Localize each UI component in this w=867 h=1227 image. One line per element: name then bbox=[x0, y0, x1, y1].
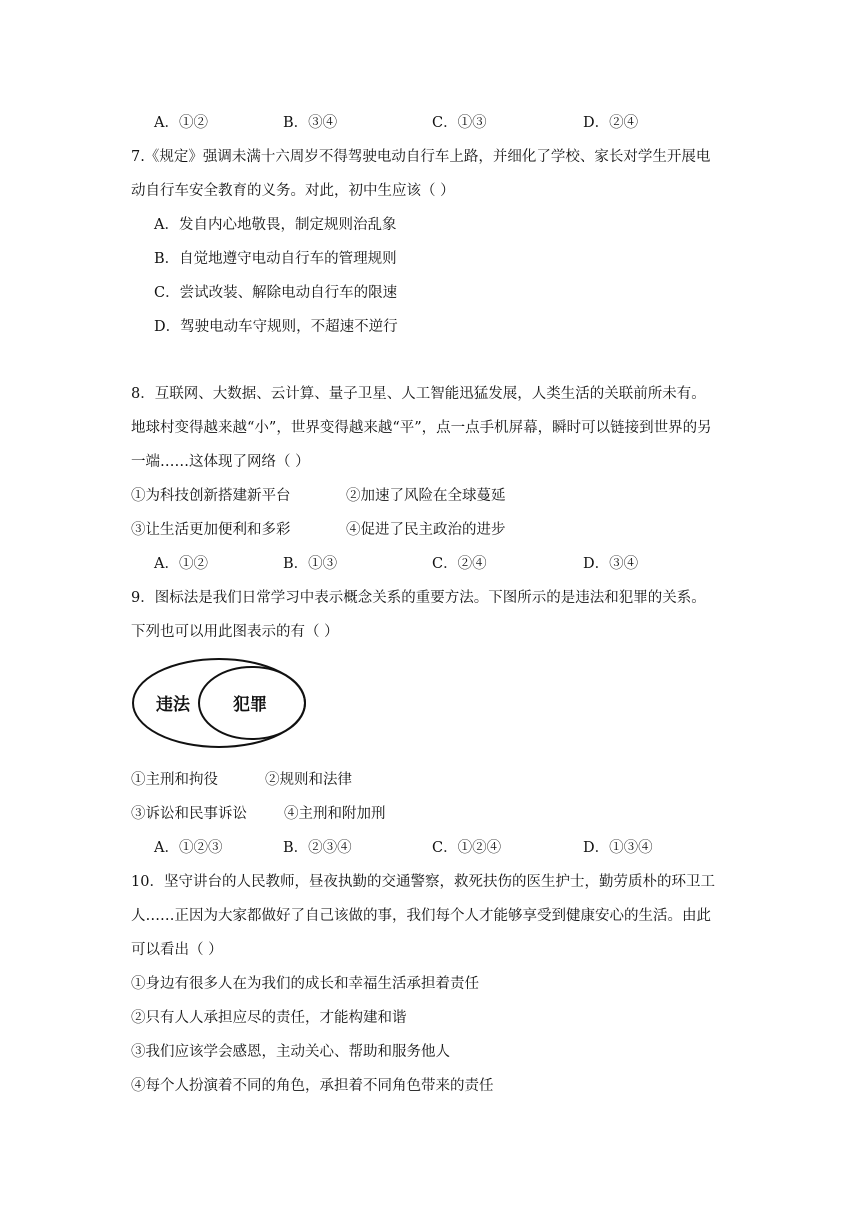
q7-option-c: C．尝试改装、解除电动自行车的限速 bbox=[154, 285, 398, 301]
q9-item-1: ①主刑和拘役 bbox=[131, 772, 218, 788]
q8-item-2: ②加速了风险在全球蔓延 bbox=[346, 488, 506, 504]
q8-stem-line2: 地球村变得越来越“小”，世界变得越来越“平”，点一点手机屏幕，瞬时可以链接到世界的另 bbox=[131, 420, 712, 436]
q10-stem-line1: 10．坚守讲台的人民教师，昼夜执勤的交通警察，救死扶伤的医生护士，勤劳质朴的环卫工 bbox=[131, 874, 715, 890]
q9-item-2: ②规则和法律 bbox=[265, 772, 352, 788]
q10-stem-line2: 人……正因为大家都做好了自己该做的事，我们每个人才能够享受到健康安心的生活。由此 bbox=[131, 908, 711, 924]
q8-option-c: C．②④ bbox=[432, 556, 487, 572]
q7-stem-line1: 7.《规定》强调未满十六周岁不得驾驶电动自行车上路，并细化了学校、家长对学生开展电 bbox=[131, 149, 711, 165]
outer-label: 违法 bbox=[156, 695, 190, 715]
q6-option-c: C．①③ bbox=[432, 115, 487, 131]
q9-option-d: D．①③④ bbox=[583, 840, 653, 856]
q7-option-b: B．自觉地遵守电动自行车的管理规则 bbox=[154, 251, 397, 267]
q6-option-a: A．①② bbox=[154, 115, 208, 131]
q8-option-b: B．①③ bbox=[283, 556, 338, 572]
q9-option-b: B．②③④ bbox=[283, 840, 352, 856]
q9-stem-line2: 下列也可以用此图表示的有（ ） bbox=[131, 624, 339, 640]
q9-item-4: ④主刑和附加刑 bbox=[284, 806, 386, 822]
q10-item-4: ④每个人扮演着不同的角色，承担着不同角色带来的责任 bbox=[131, 1078, 494, 1094]
q10-stem-line3: 可以看出（ ） bbox=[131, 942, 223, 958]
q6-option-d: D．②④ bbox=[583, 115, 639, 131]
q9-item-3: ③诉讼和民事诉讼 bbox=[131, 806, 247, 822]
q8-stem-line3: 一端……这体现了网络（ ） bbox=[131, 454, 310, 470]
q6-option-b: B．③④ bbox=[283, 115, 338, 131]
inner-label: 犯罪 bbox=[233, 695, 267, 715]
q9-option-a: A．①②③ bbox=[154, 840, 223, 856]
q8-stem-line1: 8．互联网、大数据、云计算、量子卫星、人工智能迅猛发展，人类生活的关联前所未有。 bbox=[131, 386, 706, 402]
q8-item-1: ①为科技创新搭建新平台 bbox=[131, 488, 291, 504]
q9-option-c: C．①②④ bbox=[432, 840, 502, 856]
q10-item-1: ①身边有很多人在为我们的成长和幸福生活承担着责任 bbox=[131, 976, 479, 992]
q9-stem-line1: 9．图标法是我们日常学习中表示概念关系的重要方法。下图所示的是违法和犯罪的关系。 bbox=[131, 590, 706, 606]
q8-item-4: ④促进了民主政治的进步 bbox=[346, 522, 506, 538]
q8-option-a: A．①② bbox=[154, 556, 208, 572]
q8-option-d: D．③④ bbox=[583, 556, 639, 572]
q10-item-2: ②只有人人承担应尽的责任，才能构建和谐 bbox=[131, 1010, 407, 1026]
q8-item-3: ③让生活更加便利和多彩 bbox=[131, 522, 291, 538]
q7-option-d: D．驾驶电动车守规则，不超速不逆行 bbox=[154, 319, 398, 335]
q10-item-3: ③我们应该学会感恩，主动关心、帮助和服务他人 bbox=[131, 1044, 450, 1060]
venn-diagram bbox=[132, 655, 312, 755]
q7-stem-line2: 动自行车安全教育的义务。对此，初中生应该（ ） bbox=[131, 183, 455, 199]
q7-option-a: A．发自内心地敬畏，制定规则治乱象 bbox=[154, 217, 397, 233]
